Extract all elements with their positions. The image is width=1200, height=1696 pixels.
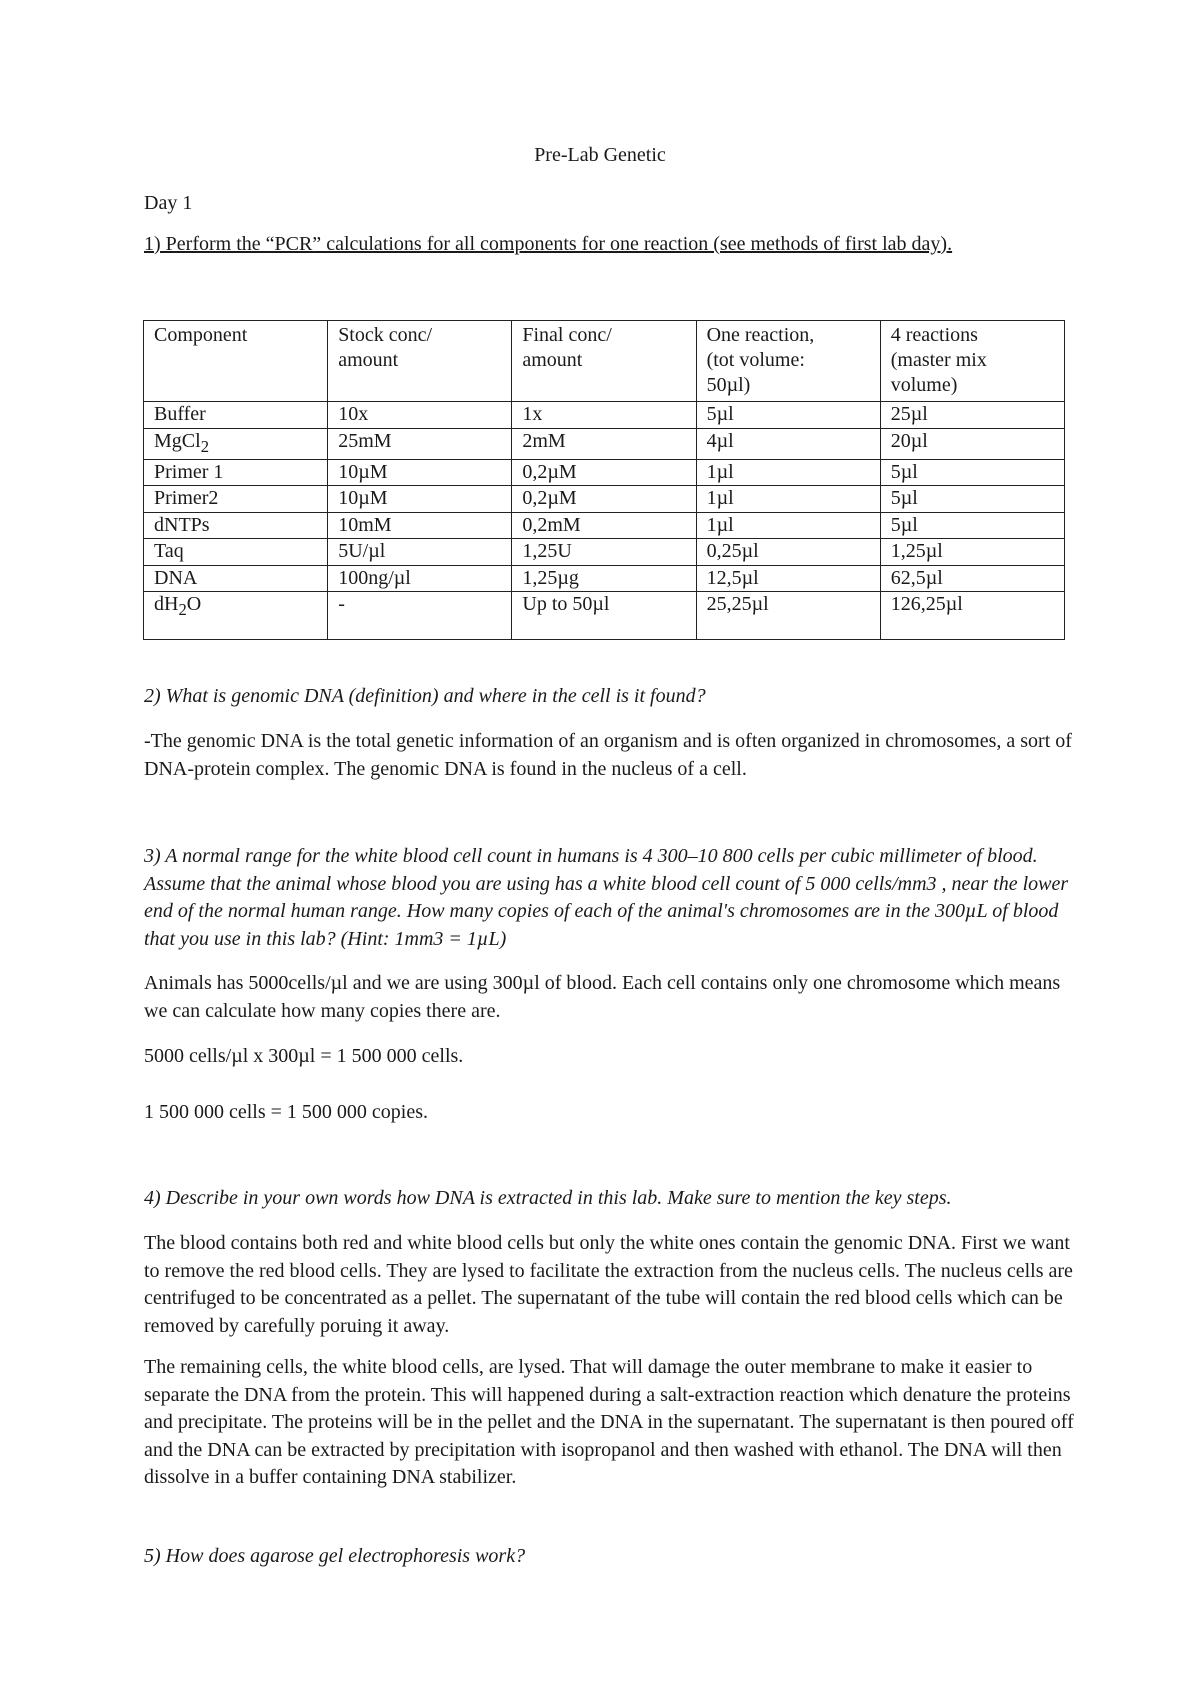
- cell-component: DNA: [144, 565, 328, 592]
- cell-final: 0,2µM: [512, 486, 696, 513]
- cell-four: 5µl: [880, 459, 1064, 486]
- cell-one: 1µl: [696, 459, 880, 486]
- cell-four: 126,25µl: [880, 592, 1064, 640]
- cell-four: 62,5µl: [880, 565, 1064, 592]
- cell-stock: -: [328, 592, 512, 640]
- table-row: [144, 512, 1065, 539]
- cell-one: 12,5µl: [696, 565, 880, 592]
- question-4: 4) Describe in your own words how DNA is extracted in this lab. Make sure to mention the key steps.: [144, 1187, 952, 1209]
- header-four-reactions: 4 reactions (master mix volume): [880, 321, 1064, 402]
- day-label: Day 1: [144, 192, 193, 214]
- answer-3-result: 1 500 000 cells = 1 500 000 copies.: [144, 1101, 429, 1123]
- answer-4-paragraph-1: The blood contains both red and white blood cells but only the white ones contain the genomic DNA. First we want to remove the red blood cells. They are lysed to facilitate the extraction from the nucleus cells. The nucleus cells are centrifuged to be concentrated as a pellet. The supernatant of the tube will contain the red blood cells which can be removed by carefully poruing it away.: [144, 1232, 1073, 1337]
- table-row: [144, 592, 1065, 640]
- question-5: 5) How does agarose gel electrophoresis work?: [144, 1545, 526, 1567]
- answer-3-paragraph: Animals has 5000cells/µl and we are using 300µl of blood. Each cell contains only one chromosome which means we can calculate how many copies there are.: [144, 972, 1061, 1022]
- cell-one: 1µl: [696, 486, 880, 513]
- cell-stock: 10µM: [328, 486, 512, 513]
- cell-final: Up to 50µl: [512, 592, 696, 640]
- cell-stock: 100ng/µl: [328, 565, 512, 592]
- table-row: [144, 428, 1065, 459]
- cell-four: 25µl: [880, 402, 1064, 429]
- component-name-tail: O: [186, 593, 202, 615]
- cell-component: Primer2: [144, 486, 328, 513]
- table-header-row: [144, 321, 1065, 402]
- cell-final: 0,2mM: [512, 512, 696, 539]
- component-name: MgCl: [154, 429, 201, 452]
- question-1: 1) Perform the “PCR” calculations for all components for one reaction (see methods of first lab day).: [144, 233, 953, 255]
- component-subscript: 2: [178, 600, 187, 619]
- cell-stock: 25mM: [328, 428, 512, 459]
- pcr-table: [143, 320, 1065, 640]
- cell-component: [144, 592, 328, 640]
- answer-2: -The genomic DNA is the total genetic information of an organism and is often organized in chromosomes, a sort of DNA-protein complex. The genomic DNA is found in the nucleus of a cell.: [144, 730, 1072, 780]
- header-stock: Stock conc/ amount: [328, 321, 512, 402]
- table-row: [144, 486, 1065, 513]
- cell-four: 5µl: [880, 486, 1064, 513]
- cell-one: 25,25µl: [696, 592, 880, 640]
- answer-3-calculation: 5000 cells/µl x 300µl = 1 500 000 cells.: [144, 1045, 464, 1067]
- cell-final: 0,2µM: [512, 459, 696, 486]
- cell-one: 1µl: [696, 512, 880, 539]
- table-row: [144, 539, 1065, 566]
- component-name: dH: [154, 593, 179, 615]
- cell-four: 1,25µl: [880, 539, 1064, 566]
- table-row: [144, 459, 1065, 486]
- component-subscript: 2: [200, 436, 210, 456]
- question-2: 2) What is genomic DNA (definition) and where in the cell is it found?: [144, 685, 706, 707]
- cell-four: 20µl: [880, 428, 1064, 459]
- cell-final: 1x: [512, 402, 696, 429]
- table-row: [144, 565, 1065, 592]
- question-3: 3) A normal range for the white blood cell count in humans is 4 300–10 800 cells per cubic millimeter of blood. Assume that the animal whose blood you are using has a white blood cell count of 5 000 cells/mm3 , near the lower end of the normal human range. How many copies of each of the animal's chromosomes are in the 300µL of blood that you use in this lab? (Hint: 1mm3 = 1µL): [144, 845, 1069, 950]
- header-one-reaction: One reaction, (tot volume: 50µl): [696, 321, 880, 402]
- header-final: Final conc/ amount: [512, 321, 696, 402]
- cell-component: Buffer: [144, 402, 328, 429]
- page-title: Pre-Lab Genetic: [534, 144, 666, 166]
- cell-stock: 10µM: [328, 459, 512, 486]
- cell-stock: 5U/µl: [328, 539, 512, 566]
- cell-stock: 10x: [328, 402, 512, 429]
- cell-one: 4µl: [696, 428, 880, 459]
- table-row: [144, 402, 1065, 429]
- cell-component: dNTPs: [144, 512, 328, 539]
- cell-final: 2mM: [512, 428, 696, 459]
- cell-four: 5µl: [880, 512, 1064, 539]
- answer-4-paragraph-2: The remaining cells, the white blood cells, are lysed. That will damage the outer membrane to make it easier to separate the DNA from the protein. This will happened during a salt-extraction reaction which denature the proteins and precipitate. The proteins will be in the pellet and the DNA in the supernatant. The supernatant is then poured off and the DNA can be extracted by precipitation with isopropanol and then washed with ethanol. The DNA will then dissolve in a buffer containing DNA stabilizer.: [144, 1356, 1074, 1488]
- cell-component: Taq: [144, 539, 328, 566]
- cell-component: [144, 428, 328, 459]
- cell-one: 5µl: [696, 402, 880, 429]
- cell-one: 0,25µl: [696, 539, 880, 566]
- cell-stock: 10mM: [328, 512, 512, 539]
- header-component: Component: [144, 321, 328, 402]
- cell-component: Primer 1: [144, 459, 328, 486]
- cell-final: 1,25µg: [512, 565, 696, 592]
- cell-final: 1,25U: [512, 539, 696, 566]
